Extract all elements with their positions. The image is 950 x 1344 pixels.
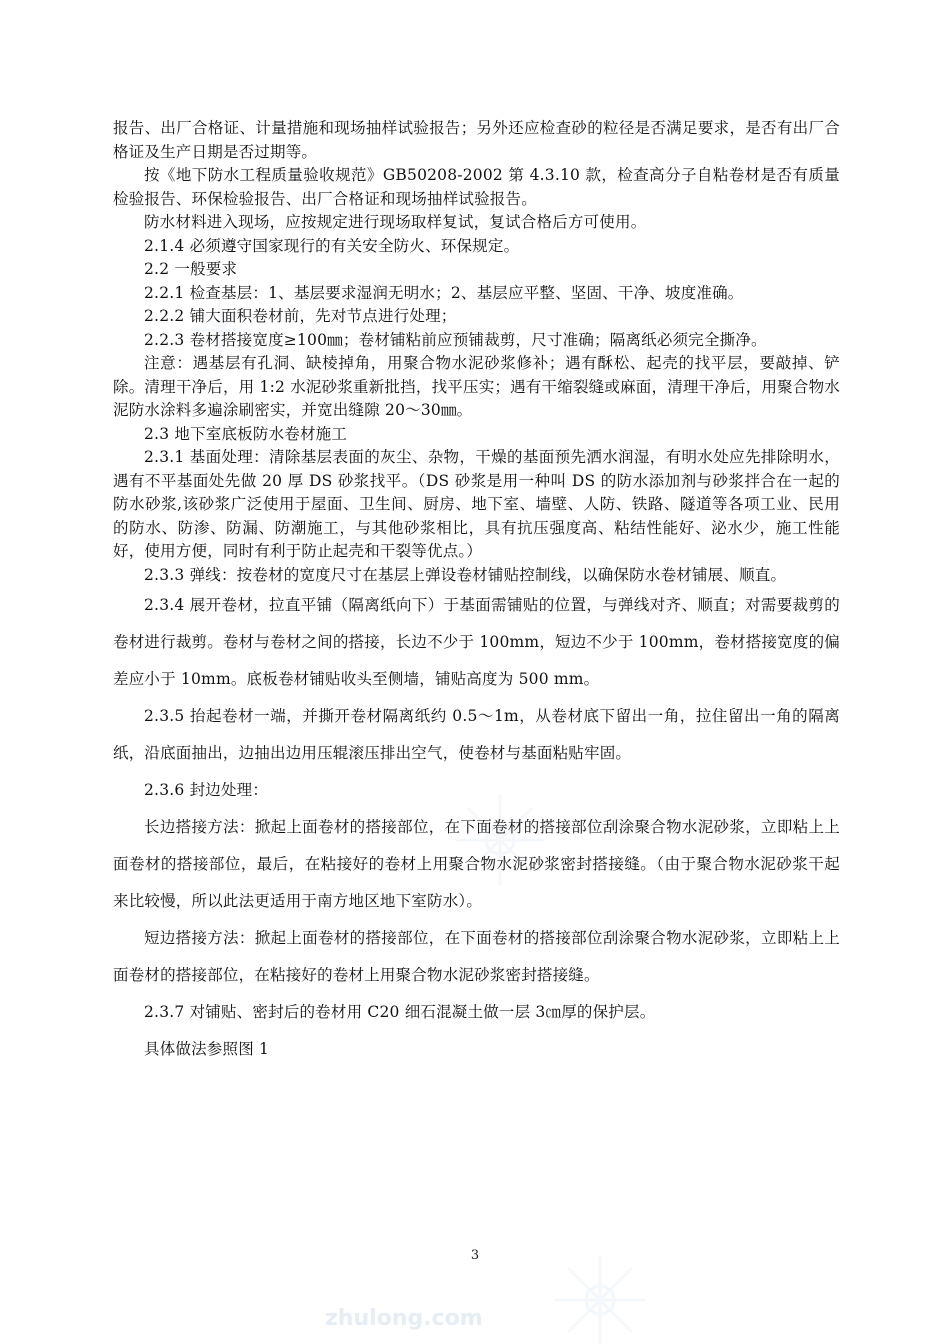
paragraph: 短边搭接方法：掀起上面卷材的搭接部位，在下面卷材的搭接部位刮涂聚合物水泥砂浆，立即粘上上面卷材的搭接部位，在粘接好的卷材上用聚合物水泥砂浆密封搭接缝。 — [113, 929, 840, 984]
section-heading: 2.2 一般要求 — [144, 260, 238, 278]
paragraph: 2.3.3 弹线：按卷材的宽度尺寸在基层上弹设卷材铺贴控制线，以确保防水卷材铺展、顺直。 — [144, 565, 787, 584]
paragraph: 注意：遇基层有孔洞、缺棱掉角，用聚合物水泥砂浆修补；遇有酥松、起壳的找平层，要敲掉、铲除。清理干净后，用 1:2 水泥砂浆重新批挡，找平压实；遇有干缩裂缝或麻面，清理干净后，用聚合物水泥防水涂料多遍涂刷密实，并宽出缝隙 20～30㎜。 — [113, 354, 840, 419]
watermark-text: zhulong.com — [325, 1306, 483, 1331]
page-number: 3 — [470, 1248, 480, 1263]
paragraph: 防水材料进入现场，应按规定进行现场取样复试，复试合格后方可使用。 — [144, 213, 647, 231]
paragraph: 2.3.4 展开卷材，拉直平铺（隔离纸向下）于基面需铺贴的位置，与弹线对齐、顺直；对需要裁剪的卷材进行裁剪。卷材与卷材之间的搭接，长边不少于 100mm，短边不少于 100mm，卷材搭接宽度的偏差应小于 10mm。底板卷材铺贴收头至侧墙，铺贴高度为 500 mm。 — [113, 596, 840, 688]
paragraph: 报告、出厂合格证、计量措施和现场抽样试验报告；另外还应检查砂的粒径是否满足要求，是否有出厂合格证及生产日期是否过期等。 — [113, 119, 840, 161]
paragraph: 2.3.1 基面处理：清除基层表面的灰尘、杂物，干燥的基面预先洒水润湿，有明水处应先排除明水，遇有不平基面处先做 20 厚 DS 砂浆找平。（DS 砂浆是用一种叫 DS 的防水添加剂与砂浆拌合在一起的防水砂浆,该砂浆广泛使用于屋面、卫生间、厨房、地下室、墙壁、人防、铁路、隧道等各项工业、民用的防水、防渗、防漏、防潮施工，与其他砂浆相比，具有抗压强度高、粘结性能好、泌水少，施工性能好，使用方便，同时有利于防止起壳和干裂等优点。） — [113, 448, 840, 560]
paragraph: 2.2.2 铺大面积卷材前，先对节点进行处理； — [144, 307, 457, 325]
paragraph: 2.3.7 对铺贴、密封后的卷材用 C20 细石混凝土做一层 3㎝厚的保护层。 — [144, 1003, 656, 1021]
paragraph: 2.2.1 检查基层：1、基层要求湿润无明水；2、基层应平整、坚固、干净、坡度准确。 — [144, 283, 744, 302]
paragraph: 2.3.6 封边处理： — [144, 781, 269, 799]
paragraph: 按《地下防水工程质量验收规范》GB50208-2002 第 4.3.10 款，检查高分子自粘卷材是否有质量检验报告、环保检验报告、出厂合格证和现场抽样试验报告。 — [113, 166, 840, 208]
paragraph: 2.3.5 抬起卷材一端，并撕开卷材隔离纸约 0.5～1m，从卷材底下留出一角，拉住留出一角的隔离纸，沿底面抽出，边抽出边用压辊滚压排出空气，使卷材与基面粘贴牢固。 — [113, 707, 840, 762]
paragraph: 2.2.3 卷材搭接宽度≥100㎜；卷材铺粘前应预铺裁剪，尺寸准确；隔离纸必须完全撕净。 — [144, 330, 767, 349]
document-body — [113, 117, 840, 1068]
paragraph: 长边搭接方法：掀起上面卷材的搭接部位，在下面卷材的搭接部位刮涂聚合物水泥砂浆，立即粘上上面卷材的搭接部位，最后，在粘接好的卷材上用聚合物水泥砂浆密封搭接缝。（由于聚合物水泥砂浆干起来比较慢，所以此法更适用于南方地区地下室防水）。 — [113, 818, 840, 910]
paragraph: 2.1.4 必须遵守国家现行的有关安全防火、环保规定。 — [144, 236, 520, 255]
section-heading: 2.3 地下室底板防水卷材施工 — [144, 424, 348, 443]
paragraph: 具体做法参照图 1 — [144, 1040, 270, 1058]
